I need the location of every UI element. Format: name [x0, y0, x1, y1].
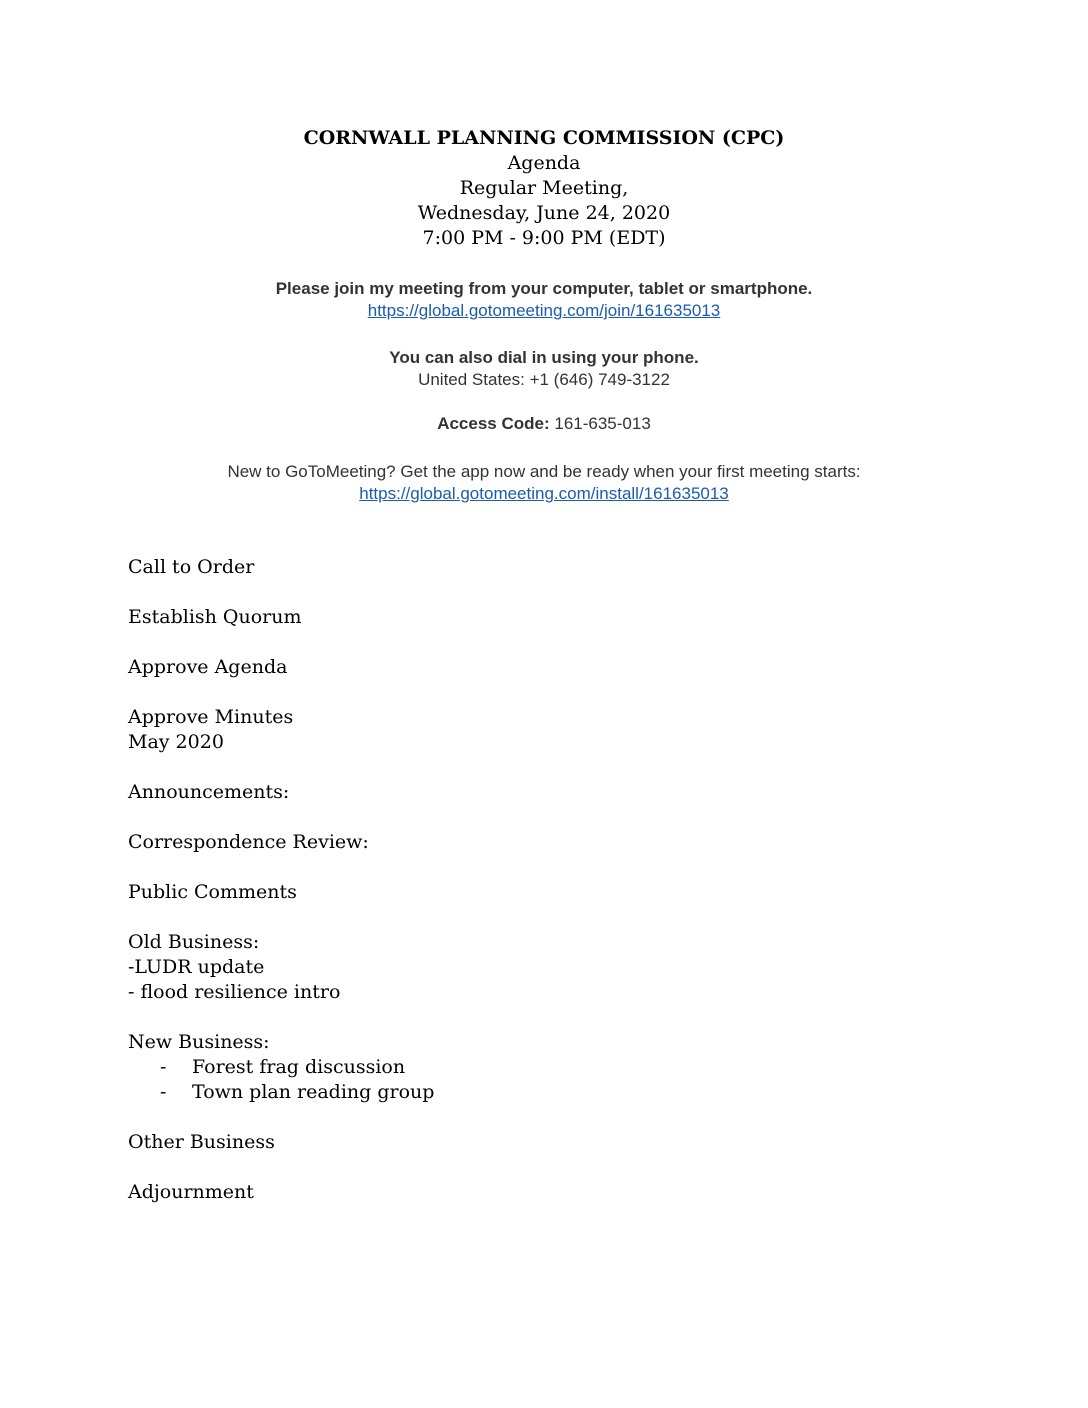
new-business-label: New Business: [128, 1031, 270, 1053]
meeting-link[interactable]: https://global.gotomeeting.com/join/161635013 [367, 301, 721, 320]
agenda-item-public-comments: Public Comments [128, 881, 297, 903]
new-business-item [128, 1080, 434, 1105]
new-business-list [128, 1055, 434, 1105]
meeting-date: Wednesday, June 24, 2020 [417, 202, 671, 224]
new-business-item-text: Town plan reading group [192, 1081, 435, 1103]
new-business-item-text: Forest frag discussion [192, 1056, 406, 1078]
agenda-list [128, 555, 434, 1230]
install-link[interactable]: https://global.gotomeeting.com/install/161635013 [359, 484, 729, 503]
agenda-item-adjournment: Adjournment [128, 1181, 254, 1203]
access-code-section [0, 413, 1088, 435]
install-instructions: New to GoToMeeting? Get the app now and be ready when your first meeting starts: [227, 462, 861, 481]
bullet-dash: - [160, 1056, 167, 1078]
agenda-item-call-to-order: Call to Order [128, 556, 255, 578]
install-section [0, 461, 1088, 505]
old-business-item: -LUDR update [128, 956, 265, 978]
access-code-value: 161-635-013 [554, 414, 651, 433]
access-code-label: Access Code: [437, 414, 550, 433]
meeting-time: 7:00 PM - 9:00 PM (EDT) [422, 227, 666, 249]
agenda-item-other-business: Other Business [128, 1131, 275, 1153]
dial-in-instructions: You can also dial in using your phone. [389, 348, 699, 367]
agenda-item-establish-quorum: Establish Quorum [128, 606, 302, 628]
bullet-dash: - [160, 1081, 167, 1103]
minutes-month: May 2020 [128, 731, 224, 753]
join-instructions: Please join my meeting from your computer, tablet or smartphone. [275, 279, 813, 298]
document-header [0, 126, 1088, 251]
agenda-item-correspondence: Correspondence Review: [128, 831, 369, 853]
meeting-type: Regular Meeting, [459, 177, 629, 199]
phone-number: United States: +1 (646) 749-3122 [418, 370, 670, 389]
old-business-label: Old Business: [128, 931, 260, 953]
old-business-item: - flood resilience intro [128, 981, 341, 1003]
agenda-item-approve-agenda: Approve Agenda [128, 656, 288, 678]
dial-in-section [0, 347, 1088, 391]
agenda-item-new-business [128, 1030, 434, 1105]
agenda-item-approve-minutes [128, 705, 434, 755]
join-section [0, 278, 1088, 322]
agenda-item-old-business [128, 930, 434, 1005]
approve-minutes-label: Approve Minutes [128, 706, 294, 728]
new-business-item [128, 1055, 434, 1080]
document-subtitle: Agenda [507, 152, 581, 174]
agenda-item-announcements: Announcements: [128, 781, 290, 803]
commission-title: CORNWALL PLANNING COMMISSION (CPC) [303, 127, 785, 149]
